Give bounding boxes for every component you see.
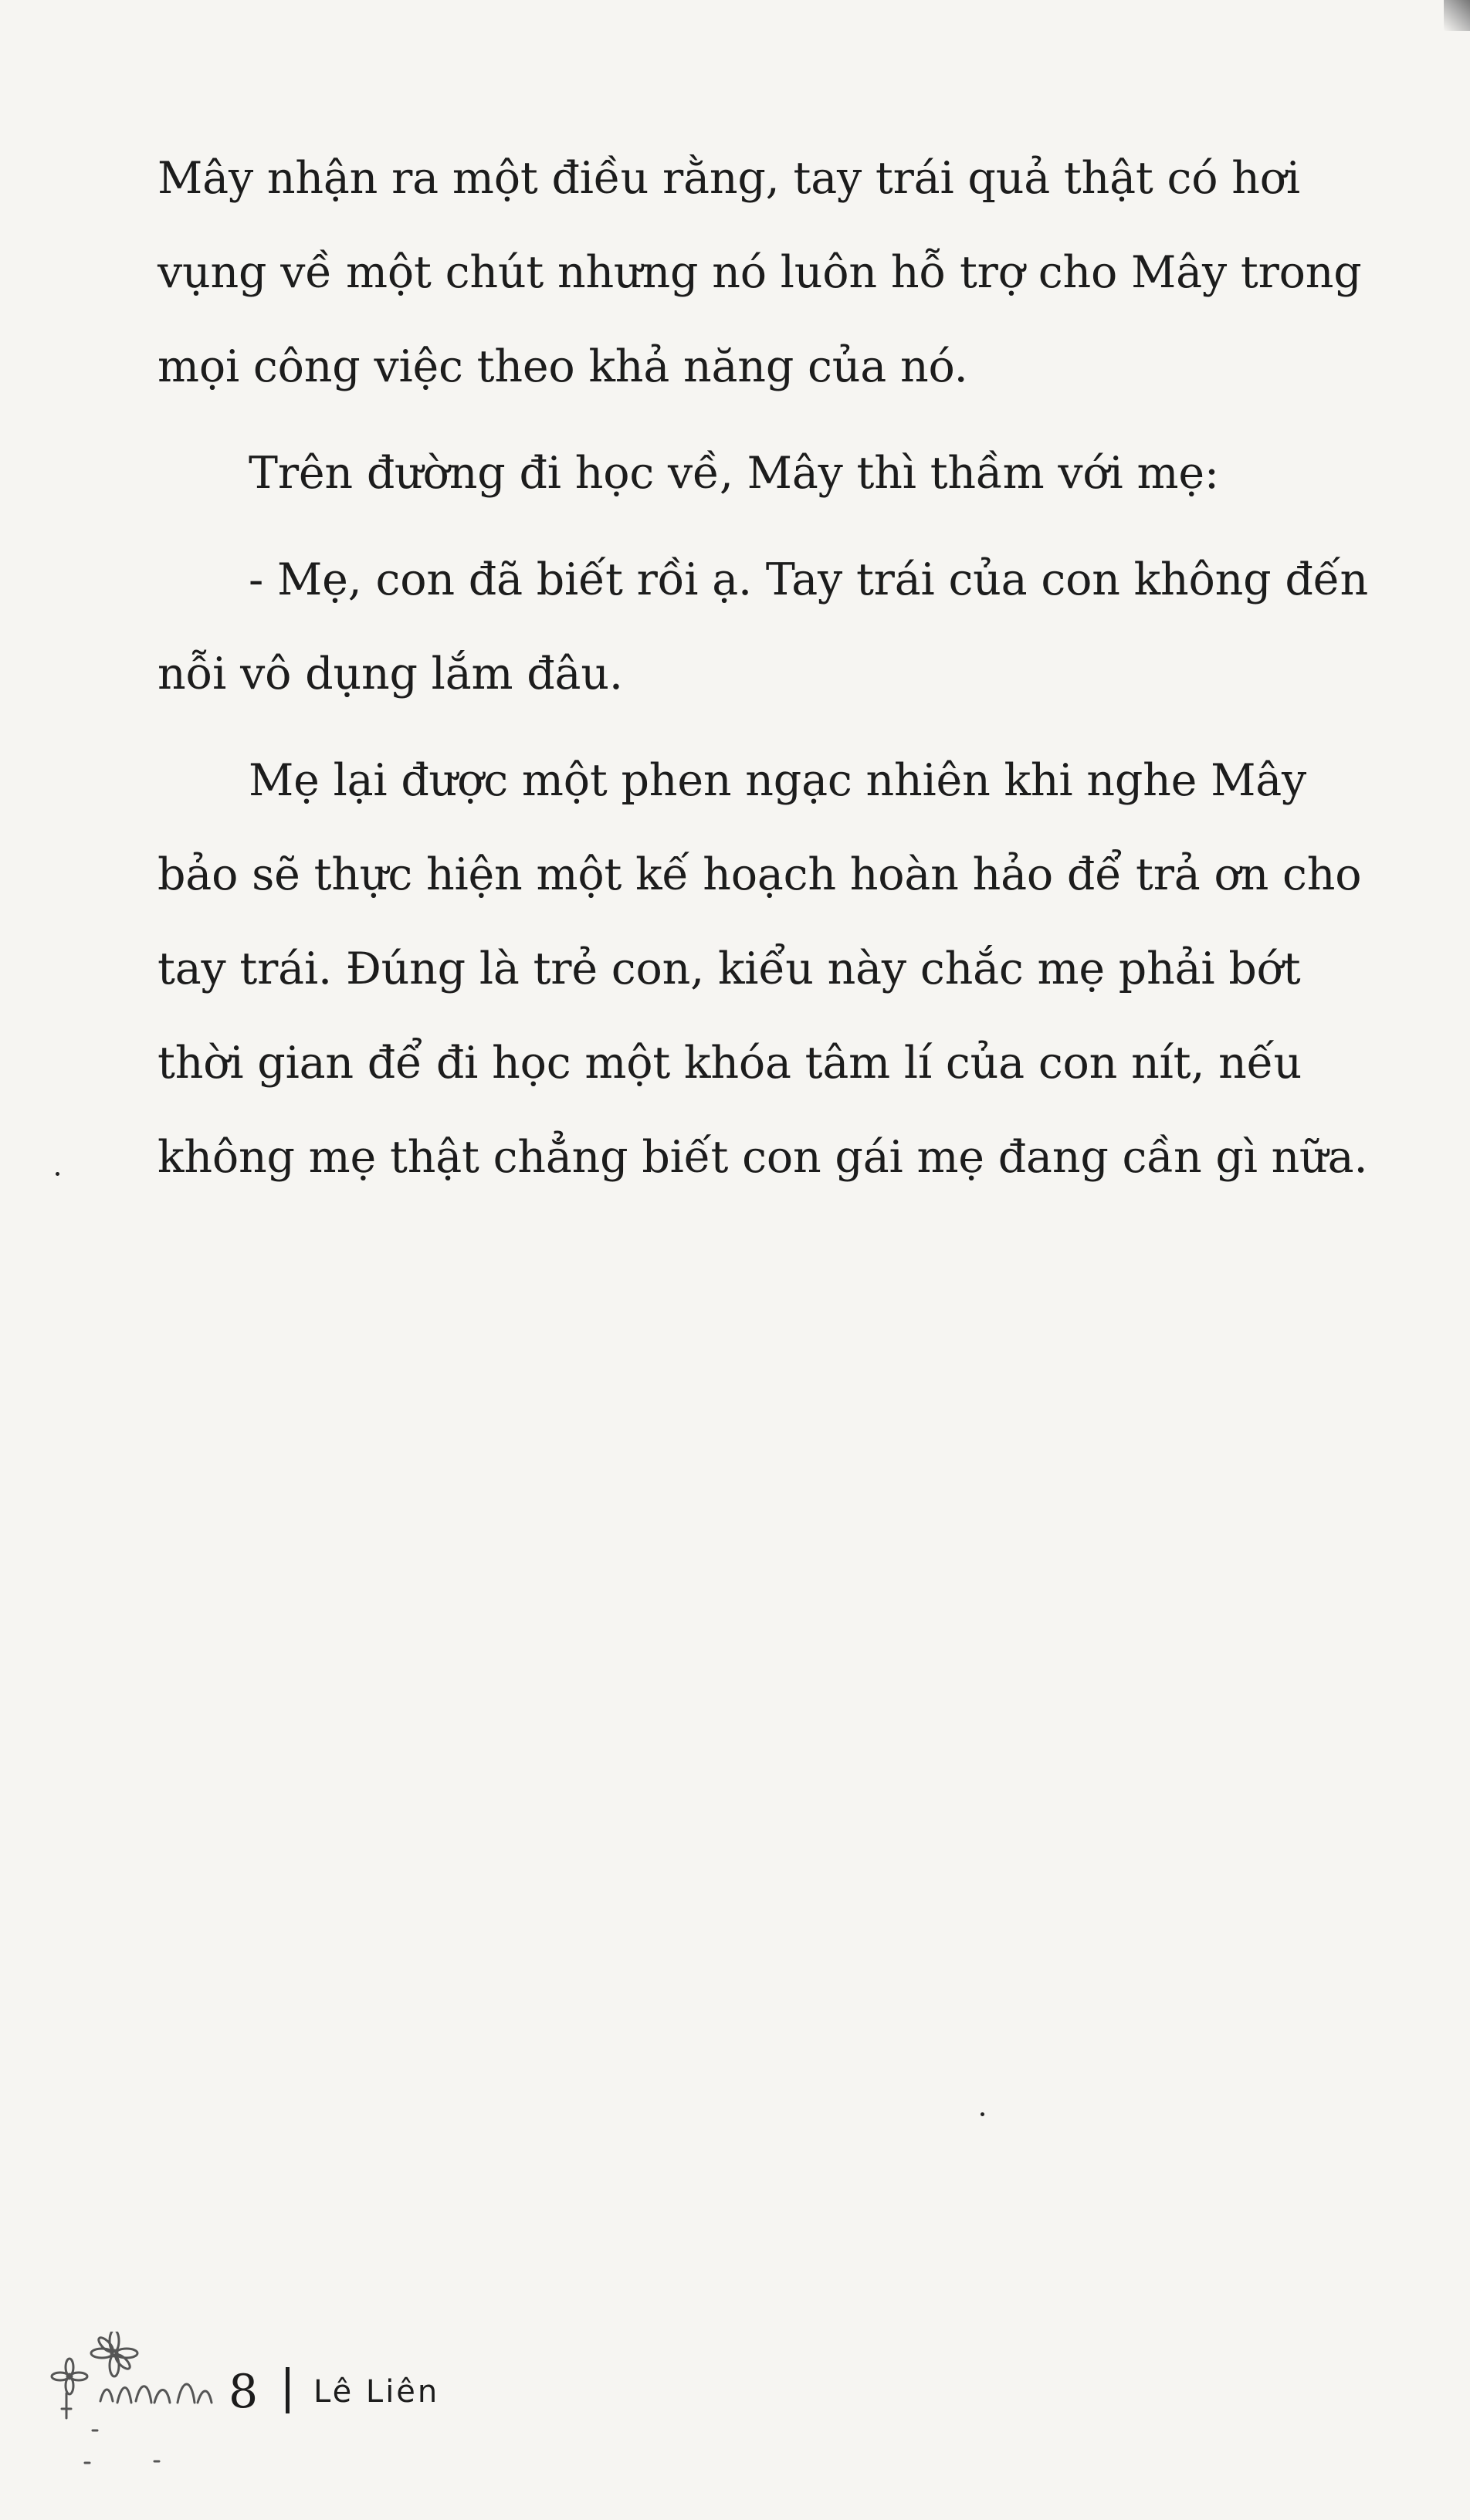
paragraph-4: Mẹ lại được một phen ngạc nhiên khi nghe Mây bảo sẽ thực hiện một kế hoạch hoàn hảo để trả ơn cho tay trái. Đúng là trẻ con, kiểu này chắc mẹ phải bớt thời gian để đi học một khóa tâm lí của con nít, nếu không mẹ thật chẳng biết con gái mẹ đang cần gì nữa.: [158, 755, 1368, 1183]
paragraph-3: - Mẹ, con đã biết rồi ạ. Tay trái của con không đến nỗi vô dụng lắm đâu.: [158, 554, 1369, 699]
page-corner-shadow: [1444, 0, 1470, 31]
flower-doodle-icon: [46, 2332, 247, 2486]
paragraph-1: Mây nhận ra một điều rằng, tay trái quả thật có hơi vụng về một chút nhưng nó luôn hỗ trợ cho Mây trong mọi công việc theo khả năng của nó.: [158, 153, 1362, 392]
ink-speck: [981, 2112, 984, 2116]
page-footer: [46, 2332, 587, 2486]
author-name: Lê Liên: [313, 2374, 440, 2410]
ink-speck: [56, 1172, 59, 1176]
page-number: 8: [229, 2365, 259, 2419]
body-text: [158, 131, 1393, 1217]
paragraph-2: Trên đường đi học về, Mây thì thầm với mẹ:: [249, 448, 1219, 499]
footer-divider: [286, 2367, 290, 2413]
